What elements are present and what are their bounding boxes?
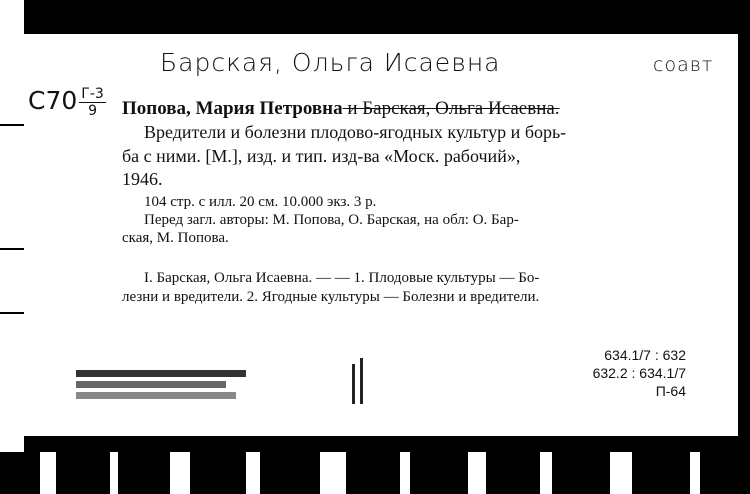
stamp-bar xyxy=(76,370,246,377)
film-stripe xyxy=(690,452,700,494)
mark-stroke xyxy=(352,364,355,404)
subject-line: I. Барская, Ольга Исаевна. — — 1. Плодовые культуры — Бо- xyxy=(144,270,540,286)
title-line: ба с ними. [М.], изд. и тип. изд-ва «Моск. рабочий», xyxy=(122,146,521,166)
class-code: П-64 xyxy=(655,383,686,399)
left-margin-strip xyxy=(0,0,24,494)
film-stripe xyxy=(400,452,410,494)
handwritten-author-name: Барская, Ольга Исаевна xyxy=(160,48,501,77)
margin-rule xyxy=(0,248,24,250)
physical-description: 104 стр. с илл. 20 см. 10.000 экз. 3 р. xyxy=(144,194,377,210)
card-shadow-edge xyxy=(738,34,750,436)
stamp-bar xyxy=(76,392,236,399)
shelf-mark-fraction xyxy=(79,86,106,119)
margin-rule xyxy=(0,124,24,126)
subject-line: лезни и вредители. 2. Ягодные культуры — Болезни и вредители. xyxy=(122,289,540,305)
catalog-card xyxy=(24,34,750,436)
title-line: Вредители и болезни плодово-ягодных культур и борь- xyxy=(144,122,567,142)
shelf-mark xyxy=(28,86,106,119)
film-stripe xyxy=(170,452,190,494)
handwritten-role-note: соавт xyxy=(653,54,714,76)
film-stripe xyxy=(610,452,632,494)
class-code: 632.2 : 634.1/7 xyxy=(592,365,686,381)
note-line: ская, М. Попова. xyxy=(122,230,229,246)
film-stripe xyxy=(110,452,118,494)
heading-author-name: Попова, Мария Петровна xyxy=(122,98,343,119)
shelf-mark-main: С70 xyxy=(28,86,78,115)
heading-author xyxy=(122,98,560,120)
note-line: Перед загл. авторы: М. Попова, О. Барская, на обл: О. Бар- xyxy=(144,212,519,228)
film-stripe xyxy=(320,452,346,494)
mark-stroke xyxy=(360,358,363,404)
stamp-bar xyxy=(76,381,226,388)
title-line: 1946. xyxy=(122,169,163,189)
film-stripe xyxy=(540,452,552,494)
shelf-mark-numerator: Г-3 xyxy=(81,86,104,102)
struck-coauthor: и Барская, Ольга Исаевна. xyxy=(342,98,560,119)
blurred-stamp xyxy=(76,370,256,400)
film-stripe xyxy=(246,452,260,494)
margin-rule xyxy=(0,312,24,314)
class-code: 634.1/7 : 632 xyxy=(604,347,686,363)
film-stripe xyxy=(40,452,56,494)
blurred-mark xyxy=(344,358,374,406)
shelf-mark-denominator: 9 xyxy=(88,103,97,119)
film-stripe xyxy=(468,452,486,494)
